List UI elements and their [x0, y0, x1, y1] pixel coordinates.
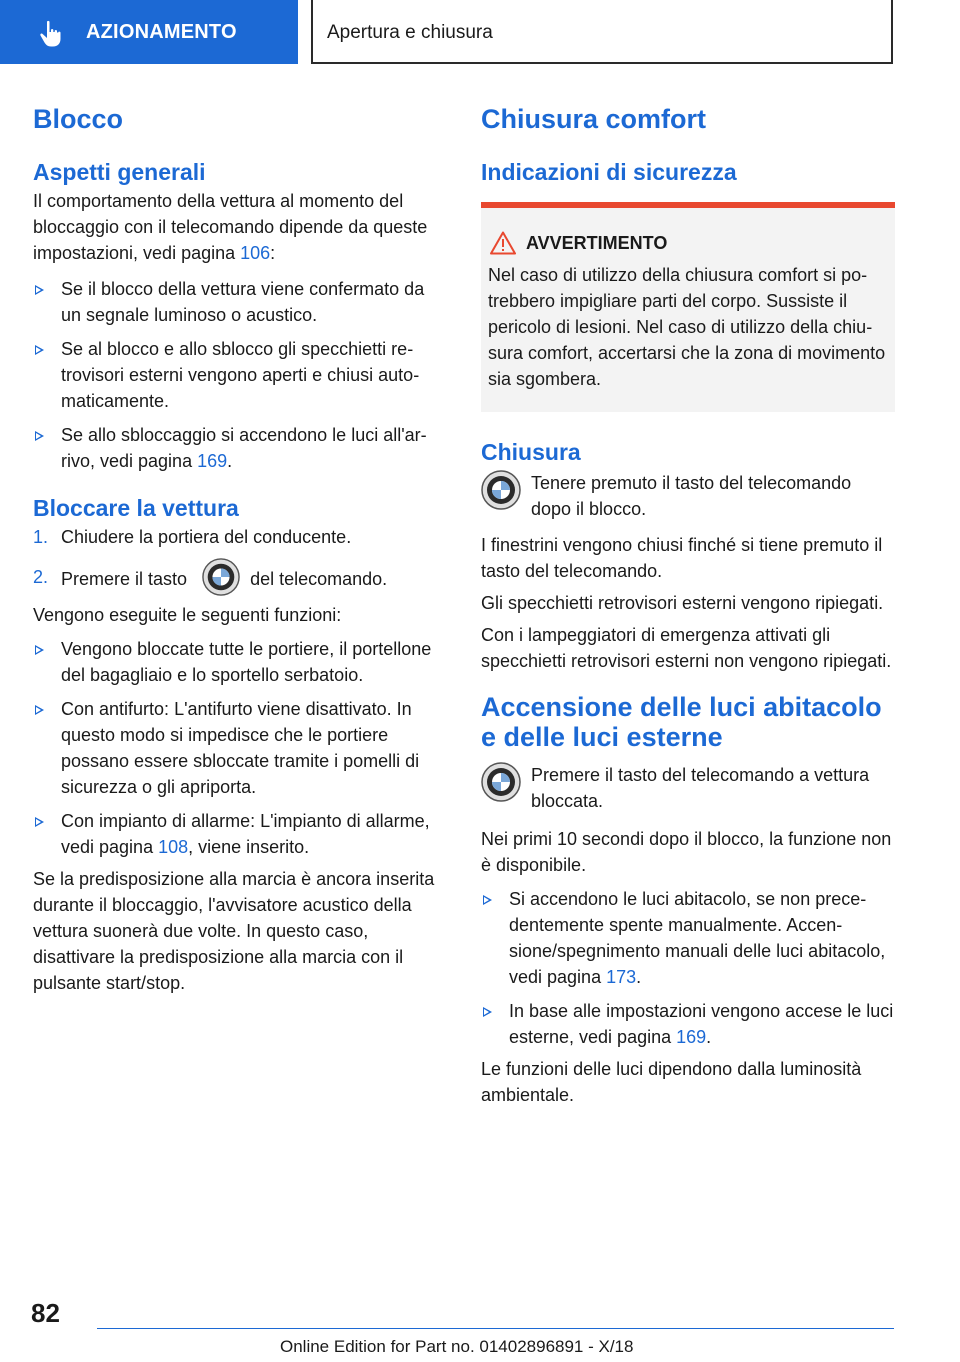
step-item: 1. Chiudere la portiera del conducente.	[33, 527, 352, 547]
bmw-remote-key-icon	[202, 558, 240, 596]
footer-divider	[97, 1328, 894, 1329]
page-link[interactable]: 108	[158, 837, 189, 857]
triangle-bullet-icon	[35, 817, 44, 827]
page-link[interactable]: 169	[676, 1027, 707, 1047]
list-item: Se al blocco e allo sblocco gli specchietti retrovisori esterni vengono aperti e chiusi automaticamente.	[33, 336, 447, 414]
heading-blocco: Blocco	[33, 104, 124, 134]
heading-aspetti-generali: Aspetti generali	[33, 159, 206, 185]
triangle-bullet-icon	[35, 345, 44, 355]
close-paragraph-3: Con i lampeggiatori di emergenza attivati gli specchietti retrovisori esterni non vengono ripiegati.	[481, 625, 892, 671]
page-link[interactable]: 173	[606, 967, 637, 987]
warning-triangle-icon	[490, 231, 516, 255]
warning-title: AVVERTIMENTO	[490, 230, 887, 256]
intro-paragraph: Il comportamento della vettura al momento del bloccaggio con il telecomando dipende da queste impostazioni, vedi pagina 106:	[33, 191, 428, 263]
heading-chiusura-comfort: Chiusura comfort	[481, 104, 707, 134]
bmw-remote-key-icon	[481, 762, 521, 802]
page-link[interactable]: 169	[197, 451, 228, 471]
list-item: Con antifurto: L'antifurto viene disattivato. In questo modo si impedisce che le portiere possano essere sbloccate tramite i pomelli di sicurezza o gli apriporta.	[33, 696, 447, 800]
right-column	[481, 100, 895, 1108]
close-instruction: Tenere premuto il tasto del telecomando dopo il blocco.	[481, 470, 895, 522]
step-item: 2. Premere il tasto del telecomando.	[33, 558, 447, 602]
triangle-bullet-icon	[483, 895, 492, 905]
close-paragraph-2: Gli specchietti retrovisori esterni vengono ripiegati.	[481, 593, 884, 613]
chapter-header	[311, 0, 893, 64]
triangle-bullet-icon	[35, 431, 44, 441]
settings-list	[33, 276, 447, 474]
list-item: Vengono bloccate tutte le portiere, il portellone del bagagliaio e lo sportello serbatoio.	[33, 636, 447, 688]
list-item: Con impianto di allarme: L'impianto di allarme, vedi pagina 108, viene inserito.	[33, 808, 447, 860]
lights-paragraph-2: Le funzioni delle luci dipendono dalla luminosità ambientale.	[481, 1059, 862, 1105]
list-item: Se allo sbloccaggio si accendono le luci all'arrivo, vedi pagina 169.	[33, 422, 447, 474]
bmw-remote-key-icon	[481, 470, 521, 510]
triangle-bullet-icon	[35, 705, 44, 715]
triangle-bullet-icon	[35, 285, 44, 295]
lights-instruction: Premere il tasto del telecomando a vettura bloccata.	[481, 762, 895, 814]
footer-edition: Online Edition for Part no. 01402896891 - X/18	[280, 1337, 634, 1356]
triangle-bullet-icon	[35, 645, 44, 655]
heading-bloccare-vettura: Bloccare la vettura	[33, 495, 239, 521]
heading-accensione-luci: Accensione delle luci abitacolo e delle luci esterne	[481, 692, 882, 752]
page-link[interactable]: 106	[240, 243, 271, 263]
page-number: 82	[31, 1298, 60, 1328]
close-paragraph-1: I finestrini vengono chiusi finché si tiene premuto il tasto del telecomando.	[481, 535, 883, 581]
list-item: Se il blocco della vettura viene confermato da un segnale luminoso o acustico.	[33, 276, 447, 328]
lights-paragraph-1: Nei primi 10 secondi dopo il blocco, la funzione non è disponibile.	[481, 829, 892, 875]
list-item: Si accendono le luci abitacolo, se non precedentemente spente manualmente. Accensione/spegnimento manuali delle luci abitacolo, vedi pagina 173.	[481, 886, 895, 990]
left-column	[33, 100, 447, 996]
list-item: In base alle impostazioni vengono accese le luci esterne, vedi pagina 169.	[481, 998, 895, 1050]
warning-text: Nel caso di utilizzo della chiusura comfort si potrebbero impigliare parti del corpo. Sussiste il pericolo di lesioni. Nel caso di utilizzo della chiusura comfort, accertarsi che la zona di movimento sia sgombera.	[488, 265, 886, 389]
chapter-title: Apertura e chiusura	[327, 22, 493, 43]
section-tab	[0, 0, 298, 64]
hand-pointer-icon	[38, 20, 64, 48]
functions-list	[33, 636, 447, 860]
closing-paragraph: Se la predisposizione alla marcia è ancora inserita durante il bloccaggio, l'avvisatore acustico della vettura suonerà due volte. In questo caso, disattivare la predisposizione alla marcia con il pulsante start/stop.	[33, 869, 435, 993]
functions-intro: Vengono eseguite le seguenti funzioni:	[33, 605, 342, 625]
heading-indicazioni-sicurezza: Indicazioni di sicurezza	[481, 159, 737, 185]
steps-list	[33, 524, 447, 602]
heading-chiusura: Chiusura	[481, 439, 581, 465]
lights-list	[481, 886, 895, 1050]
warning-box	[481, 202, 895, 412]
triangle-bullet-icon	[483, 1007, 492, 1017]
section-label: AZIONAMENTO	[86, 21, 237, 43]
